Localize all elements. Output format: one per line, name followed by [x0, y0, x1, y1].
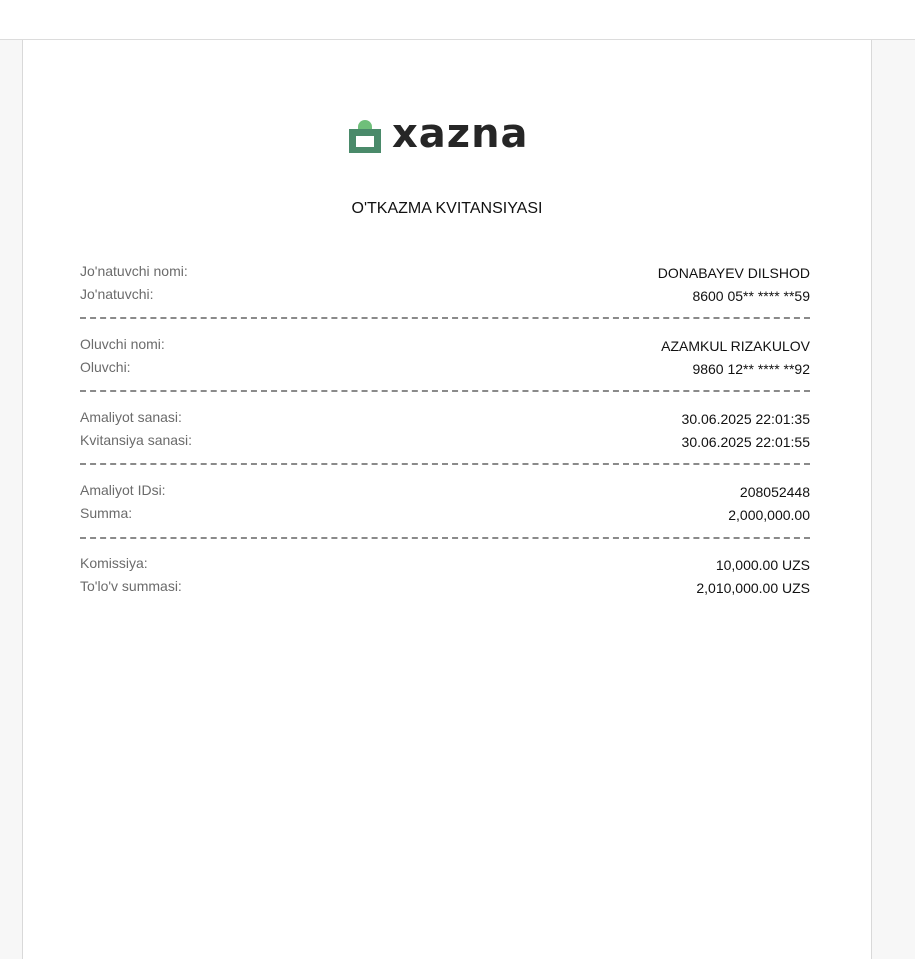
- receipt-row: [80, 336, 810, 359]
- transaction-section: [80, 482, 810, 528]
- receipt-row: [80, 505, 810, 528]
- dashed-divider: [80, 463, 810, 465]
- row-label: Summa:: [80, 505, 133, 521]
- row-label: Oluvchi nomi:: [80, 336, 165, 352]
- row-value: 10,000.00 UZS: [715, 557, 810, 573]
- sender-section: [80, 263, 810, 309]
- receipt-title: O'TKAZMA KVITANSIYASI: [351, 200, 543, 217]
- dashed-divider: [80, 317, 810, 319]
- row-value: 208052448: [739, 484, 810, 500]
- logo-text: xazna: [392, 111, 529, 157]
- row-label: Oluvchi:: [80, 359, 131, 375]
- row-value: 2,000,000.00: [728, 507, 810, 523]
- receipt-row: [80, 286, 810, 309]
- recipient-section: [80, 336, 810, 382]
- receipt-row: [80, 432, 810, 455]
- row-value: 30.06.2025 22:01:35: [681, 411, 810, 427]
- receipt-page: [22, 40, 872, 959]
- row-label: To'lo'v summasi:: [80, 578, 182, 594]
- receipt-row: [80, 578, 810, 601]
- totals-section: [80, 555, 810, 601]
- row-label: Komissiya:: [80, 555, 148, 571]
- receipt-row: [80, 263, 810, 286]
- row-label: Amaliyot IDsi:: [80, 482, 166, 498]
- receipt-row: [80, 359, 810, 382]
- xazna-logo: [348, 111, 529, 157]
- row-label: Amaliyot sanasi:: [80, 409, 182, 425]
- receipt-row: [80, 482, 810, 505]
- row-value: 8600 05** **** **59: [692, 288, 810, 304]
- receipt-row: [80, 555, 810, 578]
- row-label: Kvitansiya sanasi:: [80, 432, 193, 448]
- row-value: 30.06.2025 22:01:55: [681, 434, 810, 450]
- row-value: AZAMKUL RIZAKULOV: [661, 338, 810, 354]
- dashed-divider: [80, 390, 810, 392]
- row-value: 2,010,000.00 UZS: [696, 580, 810, 596]
- dashed-divider: [80, 537, 810, 539]
- row-label: Jo'natuvchi nomi:: [80, 263, 188, 279]
- dates-section: [80, 409, 810, 455]
- viewer-toolbar: [0, 0, 915, 40]
- row-label: Jo'natuvchi:: [80, 286, 154, 302]
- row-value: DONABAYEV DILSHOD: [657, 265, 810, 281]
- row-value: 9860 12** **** **92: [692, 361, 810, 377]
- receipt-row: [80, 409, 810, 432]
- bag-icon: [348, 118, 382, 154]
